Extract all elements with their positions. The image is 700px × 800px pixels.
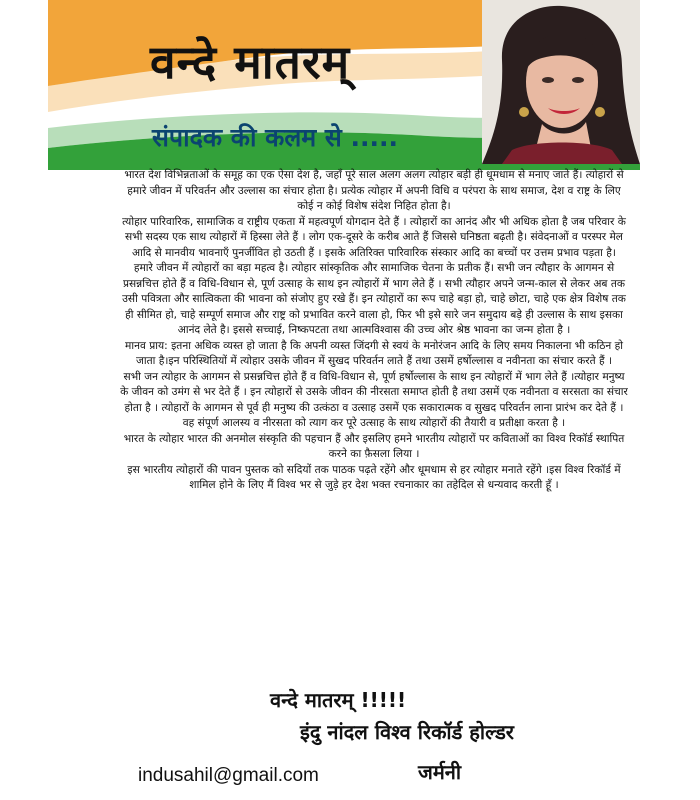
main-title: वन्दे मातरम् xyxy=(150,35,351,89)
body-paragraph: भारत देश विभिन्नताओं के समूह का एक ऐसा देश है, जहाँ पूरे साल अलग अलग त्योहार बड़ी ही धूमधाम से मनाए जाते हैं। त्योहारों से हमारे जीवन में परिवर्तन और उल्लास का संचार होता है। प्रत्येक त्योहार में अपनी विधि व परंपरा के साथ समाज, देश व राष्ट्र के लिए कोई न कोई विशेष संदेश निहित होता है। xyxy=(124,169,624,212)
body-paragraph: सभी जन त्योहार के आगमन से प्रसन्नचित्त होते हैं व विधि-विधान से, पूर्ण हर्षोल्लास के साथ इन त्योहारों में भाग लेते हैं ।त्योहार मनुष्य के जीवन को उमंग से भर देते हैं । इन त्योहारों से उसके जीवन की नीरसता समाप्त होती है तथा उसमें एक नवीनता व सरसता का संचार होता है । त्योहारों के आगमन से पूर्व ही मनुष्य की उत्कंठा व उत्साह उसमें एक सकारात्मक व सुखद परिवर्तन लाना प्रारंभ कर देते हैं । वह संपूर्ण आलस्य व नीरसता को त्याग कर पूरे उत्साह के साथ त्योहारों की तैयारी व प्रतीक्षा करता है । xyxy=(120,370,628,429)
body-paragraph: हमारे जीवन में त्योहारों का बड़ा महत्व है। त्योहार सांस्कृतिक और सामाजिक चेतना के प्रतीक हैं। सभी जन त्यौहार के आगमन से प्रसन्नचित्त होते हैं व विधि-विधान से, पूर्ण उत्साह के साथ इन त्योहारों में भाग लेते हैं । सभी त्यौहार अपने जन्म-काल से लेकर अब तक उसी पवित्रता और सात्विकता की भावना को संजोए हुए रखे हैं। इन त्योहारों का रूप चाहे बड़ा हो, चाहे छोटा, चाहे एक क्षेत्र विशेष तक ही सीमित हो, चाहे सम्पूर्ण समाज और राष्ट्र को प्रभावित करने वाला हो, फिर भी इसे सारे जन समुदाय बड़े ही उल्लास के साथ इसका आनंद लेते है। इससे सच्चाई, निष्कपटता तथा आत्मविश्वास की उच्च ओर श्रेष्ठ भावना का जन्म होता है । xyxy=(122,262,626,336)
author-email[interactable]: indusahil@gmail.com xyxy=(138,765,319,786)
closing-salutation: वन्दे मातरम् !!!!! xyxy=(270,688,407,712)
body-paragraph: भारत के त्योहार भारत की अनमोल संस्कृति की पहचान हैं और इसलिए हमने भारतीय त्योहारों पर कविताओं का विश्व रिकॉर्ड स्थापित करने का फ़ैसला लिया । xyxy=(123,432,625,460)
document-page xyxy=(48,0,640,800)
author-location: जर्मनी xyxy=(418,760,462,784)
body-paragraph: इस भारतीय त्योहारों की पावन पुस्तक को सदियों तक पाठक पढ़ते रहेंगे और धूमधाम से हर त्योहार मनाते रहेंगे ।इस विश्व रिकॉर्ड में शामिल होने के लिए मैं विश्व भर से जुड़े हर देश भक्त रचनाकार का तहेदिल से धन्यवाद करती हूँ । xyxy=(127,463,621,491)
author-signature: इंदु नांदल विश्व रिकॉर्ड होल्डर xyxy=(300,720,514,744)
body-paragraph: मानव प्राय: इतना अधिक व्यस्त हो जाता है कि अपनी व्यस्त जिंदगी से स्वयं के मनोरंजन आदि के लिए समय निकालना भी कठिन हो जाता है।इन परिस्थितियों में त्योहार उसके जीवन में सुखद परिवर्तन लाते हैं तथा उसमें हर्षोल्लास व नवीनता का संचार करते हैं । xyxy=(125,339,623,367)
editorial-subtitle: संपादक की कलम से ..... xyxy=(152,123,399,152)
editorial-body xyxy=(118,168,630,494)
body-paragraph: त्योहार पारिवारिक, सामाजिक व राष्ट्रीय एकता में महत्वपूर्ण योगदान देते हैं । त्योहारों का आनंद और भी अधिक होता है जब परिवार के सभी सदस्य एक साथ त्योहारों में हिस्सा लेते हैं । लोग एक-दूसरे के करीब आते हैं जिससे घनिष्ठता बढ़ती है। संवेदनाओं व परस्पर मेल आदि से मानवीय भावनाएँ पुनर्जीवित हो उठती हैं । इसके अतिरिक्त पारिवारिक संस्कार आदि का बच्चों पर उत्तम प्रभाव पड़ता है। xyxy=(122,215,626,259)
woman-portrait-photo xyxy=(482,0,640,164)
